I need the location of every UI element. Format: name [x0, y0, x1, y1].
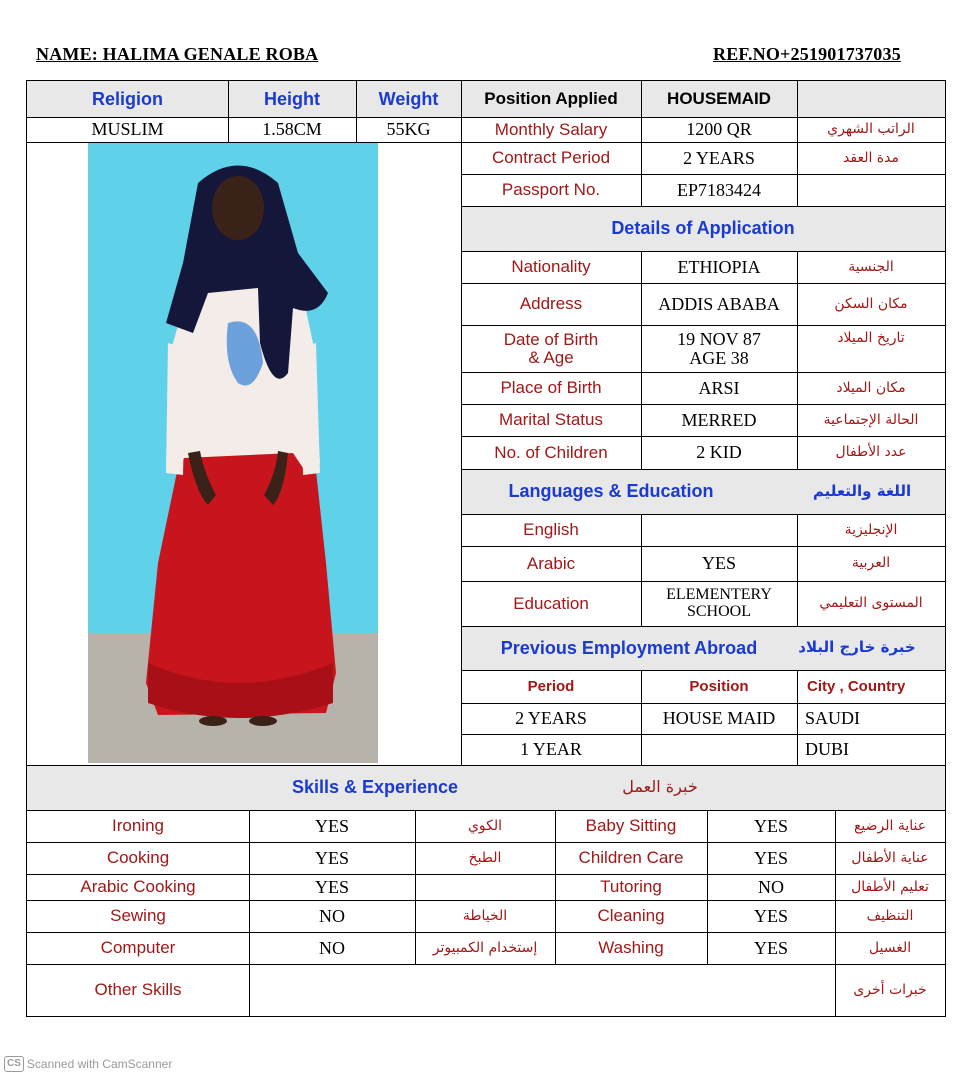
grid-line-h: [461, 283, 946, 284]
place-of-birth-label: Place of Birth: [500, 378, 602, 398]
prev-row2-country: DUBI: [805, 739, 849, 760]
skill-right-arabic: عناية الأطفال: [851, 849, 929, 866]
arabic-label: Arabic: [526, 553, 576, 573]
scanner-watermark: [4, 1056, 172, 1072]
education-value: [641, 581, 797, 626]
grid-line-h: [461, 734, 946, 735]
grid-line-h: [461, 436, 946, 437]
skill-right-value: YES: [753, 905, 788, 926]
marital-status-label: Marital Status: [499, 410, 603, 430]
grid-line-h: [26, 117, 946, 118]
skill-left-label: Computer: [100, 938, 176, 958]
english-value: [641, 514, 797, 546]
contract-period-label: Contract Period: [491, 148, 611, 168]
skill-right-arabic: الغسيل: [868, 939, 912, 956]
skill-left-arabic: الطبخ: [468, 849, 502, 866]
nationality-label: Nationality: [511, 257, 591, 277]
grid-line-h: [26, 964, 946, 965]
col-city-country: City , Country: [807, 677, 906, 695]
skill-left-value: YES: [314, 876, 349, 897]
skill-right-label: Tutoring: [600, 877, 662, 897]
dob-value: [641, 325, 797, 372]
grid-line-h: [461, 251, 946, 252]
prev-employment-title: Previous Employment Abroad: [500, 637, 758, 658]
details-title: Details of Application: [611, 218, 795, 239]
prev-row2-position: [641, 734, 797, 765]
grid-line-v: [26, 80, 27, 1017]
children-value: 2 KID: [696, 442, 742, 463]
skill-right-value: YES: [753, 847, 788, 868]
monthly-salary-arabic: الراتب الشهري: [827, 121, 915, 138]
grid-line-h: [461, 174, 946, 175]
prev-row2-period: 1 YEAR: [520, 739, 582, 760]
skills-title: Skills & Experience: [291, 777, 459, 798]
grid-line-h: [461, 703, 946, 704]
prev-row1-country: SAUDI: [805, 708, 861, 729]
skill-right-arabic: التنظيف: [866, 907, 914, 924]
scanner-text: Scanned with CamScanner: [26, 1057, 173, 1071]
grid-line-v: [641, 80, 642, 206]
skill-right-label: Cleaning: [597, 906, 665, 926]
grid-line-h: [461, 469, 946, 470]
contract-period-arabic: مدة العقد: [843, 149, 899, 166]
grid-line-v: [249, 810, 250, 1016]
grid-line-h: [461, 670, 946, 671]
children-arabic: عدد الأطفال: [835, 444, 907, 461]
dob-label-line2: & Age: [528, 347, 574, 367]
skill-right-label: Washing: [598, 938, 664, 958]
other-skills-label: Other Skills: [94, 980, 182, 1000]
skill-left-label: Ironing: [112, 816, 164, 836]
languages-title-arabic: اللغة والتعليم: [812, 481, 912, 500]
address-value: ADDIS ABABA: [658, 293, 780, 314]
grid-line-h: [461, 581, 946, 582]
marital-status-value: MERRED: [681, 409, 757, 430]
skill-left-value: NO: [319, 937, 345, 958]
col-position: Position: [689, 677, 749, 695]
english-arabic: الإنجليزية: [844, 521, 898, 538]
dob-arabic: تاريخ الميلاد: [837, 329, 905, 346]
religion-value: MUSLIM: [91, 119, 164, 140]
grid-line-h: [461, 372, 946, 373]
grid-line-h: [461, 206, 946, 207]
education-label: Education: [513, 593, 589, 613]
grid-line-v: [555, 810, 556, 964]
place-of-birth-arabic: مكان الميلاد: [836, 379, 906, 396]
skill-left-value: NO: [319, 905, 345, 926]
skill-right-value: YES: [753, 815, 788, 836]
grid-line-h: [26, 810, 946, 811]
candidate-name: NAME: HALIMA GENALE ROBA: [36, 44, 319, 64]
english-label: English: [523, 520, 579, 540]
grid-line-h: [461, 325, 946, 326]
skill-right-value: YES: [753, 937, 788, 958]
grid-line-v: [797, 670, 798, 765]
skill-right-value: NO: [758, 876, 784, 897]
grid-line-v: [945, 80, 946, 1017]
languages-title: Languages & Education: [508, 481, 714, 502]
skill-right-label: Children Care: [578, 848, 684, 868]
marital-status-arabic: الحالة الإجتماعية: [823, 411, 919, 428]
prev-employment-title-arabic: خبرة خارج البلاد: [798, 638, 916, 657]
grid-line-v: [641, 514, 642, 626]
weight-header: Weight: [378, 88, 439, 109]
grid-line-v: [707, 810, 708, 964]
grid-line-v: [228, 80, 229, 142]
skill-left-value: YES: [314, 847, 349, 868]
skill-right-arabic: تعليم الأطفال: [851, 878, 929, 895]
grid-line-h: [26, 1016, 946, 1017]
grid-line-h: [26, 900, 946, 901]
children-label: No. of Children: [494, 442, 608, 462]
skill-right-arabic: عناية الرضيع: [853, 817, 927, 834]
position-applied-label: Position Applied: [484, 89, 618, 109]
education-value-line2: SCHOOL: [686, 602, 751, 620]
grid-line-v: [797, 251, 798, 469]
grid-line-h: [26, 932, 946, 933]
arabic-value: YES: [701, 553, 736, 574]
skill-left-value: YES: [314, 815, 349, 836]
grid-line-h: [461, 546, 946, 547]
education-arabic: المستوى التعليمي: [819, 595, 923, 612]
other-skills-arabic: خبرات أخرى: [853, 981, 927, 998]
grid-line-h: [461, 404, 946, 405]
grid-line-v: [641, 251, 642, 469]
skill-left-label: Sewing: [110, 906, 166, 926]
reference-number: REF.NO+251901737035: [713, 44, 901, 64]
monthly-salary-value: 1200 QR: [686, 119, 752, 140]
dob-label-line1: Date of Birth: [503, 329, 599, 349]
grid-line-h: [26, 874, 946, 875]
passport-label: Passport No.: [501, 180, 601, 200]
candidate-photo: [88, 143, 378, 763]
grid-line-h: [461, 626, 946, 627]
position-applied-value: HOUSEMAID: [667, 89, 771, 109]
grid-line-v: [835, 810, 836, 1016]
skill-left-label: Arabic Cooking: [80, 877, 196, 897]
grid-line-v: [641, 670, 642, 765]
passport-value: EP7183424: [676, 179, 761, 200]
grid-line-v: [356, 80, 357, 142]
dob-label: [461, 325, 641, 372]
prev-row1-period: 2 YEARS: [515, 708, 587, 729]
other-skills-value: [249, 964, 835, 1016]
camscanner-logo: CS: [4, 1056, 24, 1072]
grid-line-v: [461, 80, 462, 765]
height-value: 1.58CM: [262, 119, 322, 140]
skill-left-label: Cooking: [106, 848, 170, 868]
col-period: Period: [527, 677, 575, 695]
height-header: Height: [264, 88, 320, 109]
skill-left-arabic: الخياطة: [462, 907, 508, 924]
grid-line-h: [26, 80, 946, 81]
monthly-salary-label: Monthly Salary: [494, 119, 608, 139]
skill-left-arabic: [415, 874, 555, 900]
grid-line-h: [461, 514, 946, 515]
contract-period-value: 2 YEARS: [683, 147, 755, 168]
grid-line-h: [26, 765, 946, 766]
skill-left-arabic: إستخدام الكمبيوتر: [432, 939, 538, 956]
skill-left-arabic: الكوي: [467, 817, 503, 834]
grid-line-h: [26, 842, 946, 843]
religion-header: Religion: [92, 88, 163, 109]
place-of-birth-value: ARSI: [698, 377, 740, 398]
education-value-line1: ELEMENTERY: [666, 585, 772, 603]
grid-line-h: [26, 142, 946, 143]
arabic-arabic: العربية: [851, 555, 891, 572]
grid-line-v: [415, 810, 416, 964]
dob-value-date: 19 NOV 87: [677, 328, 761, 349]
grid-line-v: [797, 514, 798, 626]
skill-right-label: Baby Sitting: [585, 816, 677, 836]
grid-line-v: [797, 80, 798, 206]
skills-title-arabic: خبرة العمل: [622, 777, 698, 797]
nationality-arabic: الجنسية: [848, 258, 894, 275]
address-label: Address: [519, 294, 583, 314]
prev-row1-position: HOUSE MAID: [662, 708, 776, 729]
dob-value-age: AGE 38: [689, 347, 749, 368]
candidate-photo-illustration: [88, 143, 378, 763]
address-arabic: مكان السكن: [834, 295, 908, 312]
nationality-value: ETHIOPIA: [677, 256, 761, 277]
weight-value: 55KG: [386, 119, 431, 140]
